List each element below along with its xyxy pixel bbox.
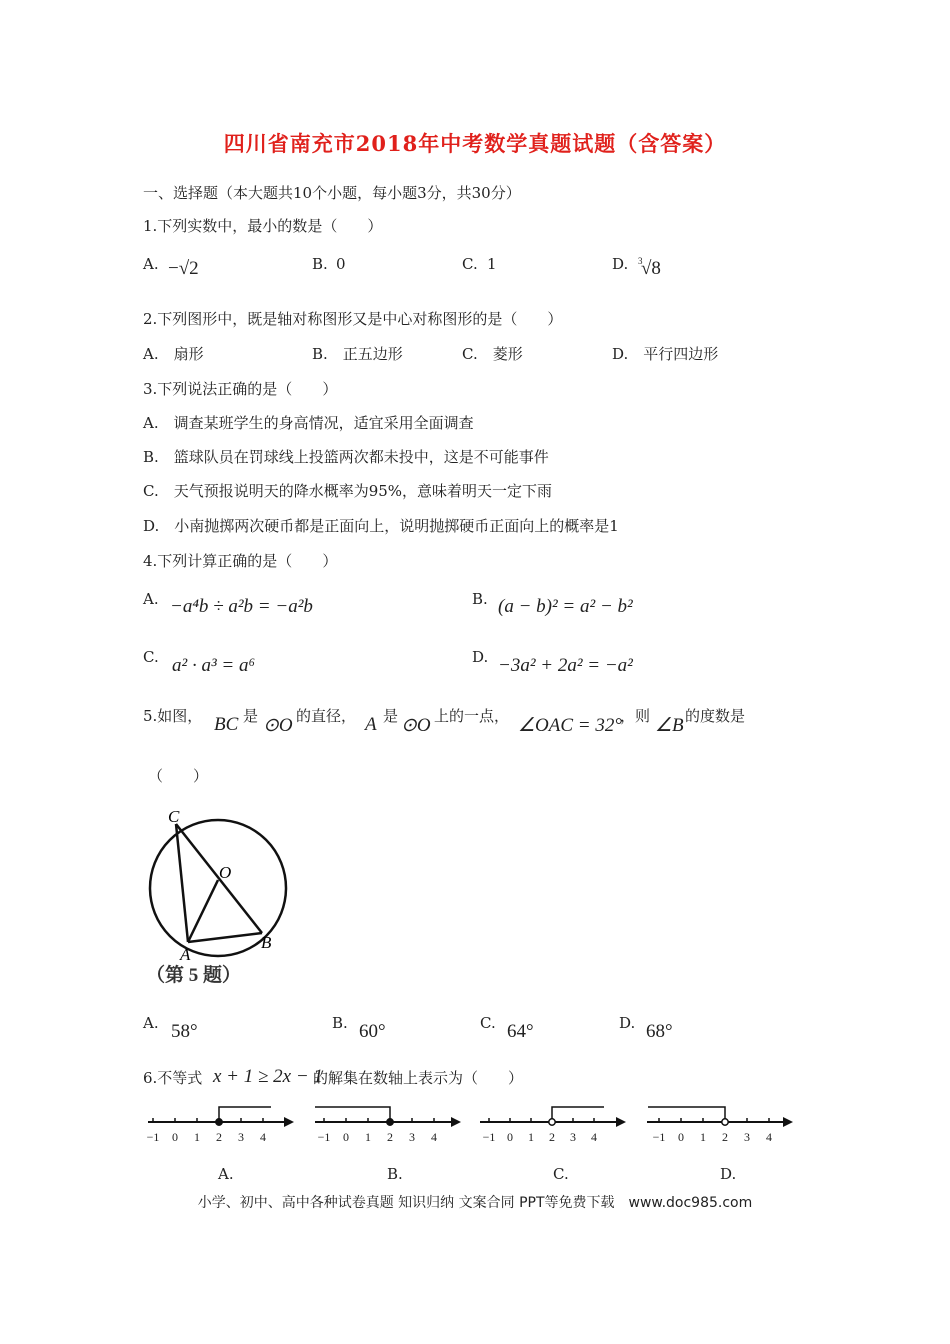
- tick-label: 3: [409, 1130, 415, 1144]
- q6-number-line-c: [478, 1100, 630, 1148]
- q5-math-bc: BC: [214, 714, 239, 735]
- q1-option-b: 0: [336, 255, 346, 273]
- point-label-a: A: [180, 945, 191, 964]
- tick-label: 1: [194, 1130, 200, 1144]
- tick-label: 0: [678, 1130, 684, 1144]
- question-2-stem: 2.下列图形中，既是轴对称图形又是中心对称图形的是（ ）: [143, 310, 563, 328]
- q2-option-b: B. 正五边形: [312, 345, 403, 363]
- q1-option-b-label: B.: [312, 255, 328, 273]
- q5-text: 的度数是: [685, 707, 746, 725]
- page-title: 四川省南充市2018年中考数学真题试题（含答案）: [223, 131, 727, 156]
- q5-option-d: 68°: [646, 1021, 673, 1042]
- q5-option-a-label: A.: [143, 1014, 159, 1032]
- closed-endpoint: [216, 1119, 222, 1125]
- q1-option-a-label: A.: [143, 255, 159, 273]
- q6-number-line-d: [645, 1100, 797, 1148]
- q5-option-d-label: D.: [619, 1014, 636, 1032]
- q4-option-a-label: A.: [143, 590, 159, 608]
- tick-label: −1: [482, 1130, 496, 1144]
- q5-math-angle-oac: ∠OAC = 32°: [518, 715, 622, 736]
- tick-label: 4: [431, 1130, 437, 1144]
- tick-label: 1: [528, 1130, 534, 1144]
- q2-option-a: A. 扇形: [143, 345, 204, 363]
- q5-option-b-label: B.: [332, 1014, 348, 1032]
- question-6-intro: 6.不等式: [143, 1069, 203, 1087]
- point-label-o: O: [219, 863, 232, 882]
- question-3-stem: 3.下列说法正确的是（ ）: [143, 380, 338, 398]
- point-label-c: C: [168, 807, 180, 826]
- q5-text: 是: [383, 707, 399, 725]
- q5-option-c-label: C.: [480, 1014, 496, 1032]
- tick-label: 3: [570, 1130, 576, 1144]
- section-heading: 一、选择题（本大题共10个小题，每小题3分，共30分）: [143, 184, 521, 202]
- q6-number-line-a: [146, 1100, 298, 1148]
- q6-option-b-label: B.: [387, 1165, 403, 1183]
- axis-arrow: [284, 1117, 294, 1127]
- tick-label: 2: [549, 1130, 555, 1144]
- closed-endpoint: [387, 1119, 393, 1125]
- q3-option-a: A. 调查某班学生的身高情况，适宜采用全面调查: [143, 414, 474, 432]
- solution-bracket: [315, 1107, 390, 1122]
- q2-option-c: C. 菱形: [462, 345, 523, 363]
- q5-answer-paren: （ ）: [148, 767, 209, 785]
- tick-label: 0: [343, 1130, 349, 1144]
- q6-number-line-b: [313, 1100, 465, 1148]
- axis-arrow: [783, 1117, 793, 1127]
- q5-option-c: 64°: [507, 1021, 534, 1042]
- question-5-intro: 5.如图，: [143, 707, 203, 725]
- segment-ao: [188, 880, 218, 942]
- q4-option-b-label: B.: [472, 590, 488, 608]
- q5-text: 是: [243, 707, 259, 725]
- q3-option-b: B. 篮球队员在罚球线上投篮两次都未投中，这是不可能事件: [143, 448, 549, 466]
- q6-option-c-label: C.: [553, 1165, 569, 1183]
- tick-label: 4: [260, 1130, 266, 1144]
- tick-label: −1: [317, 1130, 331, 1144]
- q5-text: 上的一点，: [434, 707, 510, 725]
- tick-label: 0: [507, 1130, 513, 1144]
- q1-option-c: 1: [487, 255, 497, 273]
- q4-option-d: −3a² + 2a² = −a²: [498, 655, 633, 676]
- q5-option-b: 60°: [359, 1021, 386, 1042]
- q5-text: 的直径，: [296, 707, 357, 725]
- q3-option-d: D. 小南抛掷两次硬币都是正面向上，说明抛掷硬币正面向上的概率是1: [143, 517, 619, 535]
- q5-math-angle-b: ∠B: [655, 715, 684, 736]
- tick-label: 4: [591, 1130, 597, 1144]
- q5-circle-figure: [140, 800, 310, 992]
- tick-label: 2: [387, 1130, 393, 1144]
- tick-label: 4: [766, 1130, 772, 1144]
- q5-option-a: 58°: [171, 1021, 198, 1042]
- q5-math-a: A: [365, 714, 377, 735]
- tick-label: −1: [652, 1130, 666, 1144]
- q1-option-d-label: D.: [612, 255, 629, 273]
- q3-option-c: C. 天气预报说明天的降水概率为95%，意味着明天一定下雨: [143, 482, 553, 500]
- open-endpoint: [722, 1119, 728, 1125]
- q4-option-c: a² · a³ = a⁶: [172, 655, 256, 676]
- q1-option-d-root-index: 3: [638, 256, 643, 266]
- tick-label: −1: [146, 1130, 160, 1144]
- q4-option-a: −a⁴b ÷ a²b = −a²b: [170, 596, 313, 617]
- figure-caption: （第 5 题）: [146, 965, 242, 986]
- tick-label: 1: [365, 1130, 371, 1144]
- tick-label: 3: [238, 1130, 244, 1144]
- q5-math-circle-o: ⊙O: [263, 715, 293, 736]
- q4-option-c-label: C.: [143, 648, 159, 666]
- tick-label: 2: [722, 1130, 728, 1144]
- question-4-stem: 4.下列计算正确的是（ ）: [143, 552, 338, 570]
- q5-text: ，则: [620, 707, 651, 725]
- q1-option-c-label: C.: [462, 255, 478, 273]
- tick-label: 1: [700, 1130, 706, 1144]
- page-footer: 小学、初中、高中各种试卷真题 知识归纳 文案合同 PPT等免费下载 www.doc985.com: [197, 1195, 753, 1211]
- tick-label: 3: [744, 1130, 750, 1144]
- q6-text: 的解集在数轴上表示为（ ）: [313, 1069, 524, 1087]
- segment-ab: [188, 933, 262, 942]
- q4-option-d-label: D.: [472, 648, 489, 666]
- q1-option-d: √8: [641, 258, 661, 279]
- open-endpoint: [549, 1119, 555, 1125]
- q2-option-d: D. 平行四边形: [612, 345, 719, 363]
- segment-ca: [176, 824, 188, 942]
- tick-label: 2: [216, 1130, 222, 1144]
- axis-arrow: [451, 1117, 461, 1127]
- q5-math-circle-o: ⊙O: [401, 715, 431, 736]
- q1-option-a: −√2: [168, 258, 199, 279]
- question-1-stem: 1.下列实数中，最小的数是（ ）: [143, 217, 383, 235]
- point-label-b: B: [261, 933, 272, 952]
- q6-option-d-label: D.: [720, 1165, 737, 1183]
- q4-option-b: (a − b)² = a² − b²: [498, 596, 633, 617]
- tick-label: 0: [172, 1130, 178, 1144]
- q6-math-inequality: x + 1 ≥ 2x − 1: [213, 1066, 323, 1087]
- axis-arrow: [616, 1117, 626, 1127]
- solution-bracket: [552, 1107, 604, 1122]
- q6-option-a-label: A.: [218, 1165, 234, 1183]
